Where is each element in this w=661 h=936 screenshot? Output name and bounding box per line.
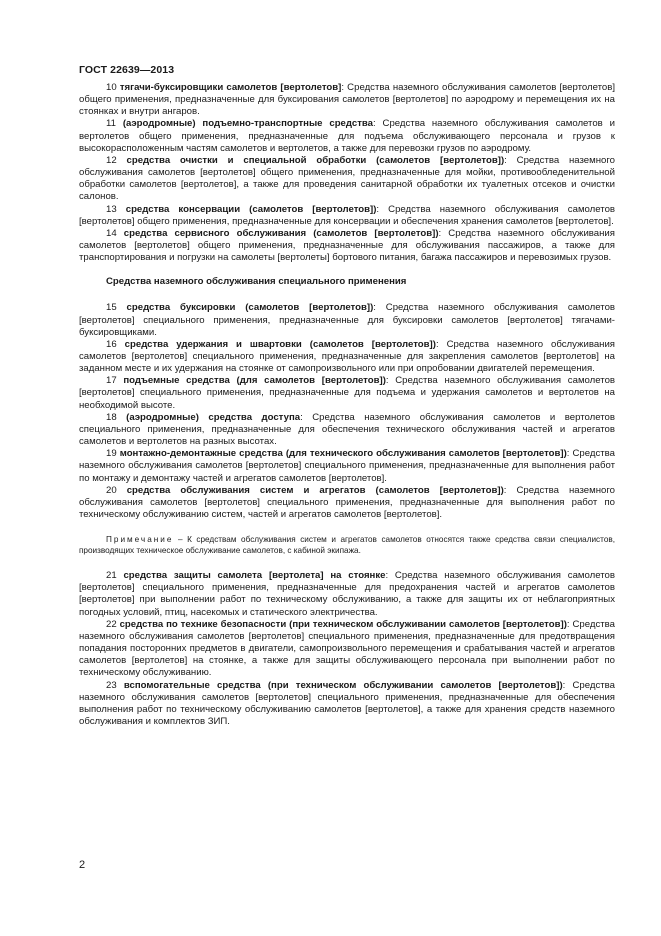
term-name: средства обслуживания систем и агрегатов (самолетов [вертолетов]) (126, 484, 504, 496)
term-entry (79, 339, 615, 375)
term-entry (79, 204, 615, 228)
term-definition: : Средства наземного обслуживания самолетов [вертолетов] специального применения, предназначенные для предотвращения попадания посторонних предметов в двигатели, самопроизвольного перемещения и срабатывания частей и агрегатов самолетов [вертолетов] на стоянке, а также для защиты обслуживающего персонала при выполнении работ по техническому обслуживанию. (79, 618, 615, 679)
term-number: 22 (106, 618, 117, 630)
term-definition: : Средства наземного обслуживания самолетов [вертолетов] общего применения, предназначенные для мойки, противообледенительной обработки самолетов [вертолетов], а также для проведения санитарной обработки их туалетных отсеков и очистки салонов. (79, 154, 615, 203)
term-definition: : Средства наземного обслуживания самолетов [вертолетов] специального применения, предназначенные для выполнения работ по техническому обслуживанию систем, частей и агрегатов самолетов [вертолетов]. (79, 484, 615, 520)
term-number: 11 (106, 118, 116, 130)
term-definition: : Средства наземного обслуживания самолетов и вертолетов общего применения, предназначенные для подъема обслуживающего персонала и грузов к высокорасположенным частям самолетов и вертолетов, а также для перевозки грузов по аэродрому. (79, 118, 615, 154)
term-entry (79, 412, 615, 448)
term-entry (79, 570, 615, 619)
term-definition: : Средства наземного обслуживания самолетов [вертолетов] специального применения, предназначенные для выполнения работ по монтажу и демонтажу частей и агрегатов самолетов [вертолетов]. (79, 448, 616, 484)
term-definition: : Средства наземного обслуживания самолетов [вертолетов] общего применения, предназначенные для буксирования самолетов [вертолетов] по аэродрому и перемещения их на стоянках и внутри ангаров. (79, 82, 615, 118)
term-number: 23 (106, 679, 117, 691)
term-definition: : Средства наземного обслуживания самолетов [вертолетов] специального применения, предназначенные для обеспечения выполнения работ по техническому обслуживанию самолетов [вертолетов], а также для хранения средств наземного обслуживания и комплектов ЗИП. (79, 679, 615, 728)
term-number: 17 (106, 375, 117, 387)
term-number: 19 (106, 448, 117, 460)
term-name: монтажно-демонтажные средства (для технического обслуживания самолетов [вертолетов]) (119, 448, 567, 460)
term-number: 12 (106, 154, 117, 166)
term-name: средства по технике безопасности (при техническом обслуживании самолетов [вертолетов]) (119, 618, 567, 630)
term-name: (аэродромные) подъемно-транспортные средства (122, 118, 373, 130)
term-number: 13 (106, 203, 117, 215)
term-definition: : Средства наземного обслуживания самолетов [вертолетов] специального применения, предназначенные для закрепления самолетов [вертолетов] на заданном месте и их удержания на стоянке от самопроизвольного или при опробовании двигателей перемещения. (79, 338, 616, 375)
term-definition: : Средства наземного обслуживания самолетов [вертолетов] специального применения, предназначенные для предохранения частей и агрегатов самолетов [вертолетов] при выполнении работ по техническому обслуживанию, а также для защиты их от неблагоприятных погодных условий, птиц, насекомых и статического электричества. (79, 570, 615, 618)
term-number: 18 (106, 411, 117, 423)
term-definition: : Средства наземного обслуживания самолетов [вертолетов] специального применения, предназначенные для подъема и удержания самолетов и вертолетов на необходимой высоте. (79, 375, 615, 411)
term-entry (79, 82, 615, 118)
page-number: 2 (79, 859, 86, 871)
term-entry (79, 680, 615, 729)
document-body (79, 82, 615, 728)
term-entry (79, 302, 615, 338)
term-name: средства консервации (самолетов [вертолетов]) (125, 203, 377, 215)
document-header: ГОСТ 22639—2013 (79, 64, 175, 76)
term-number: 21 (106, 570, 117, 582)
term-entry (79, 448, 615, 484)
terms-general (79, 82, 615, 264)
term-entry (79, 228, 615, 264)
term-definition: : Средства наземного обслуживания самолетов [вертолетов] специального применения, предназначенные для буксировки самолетов [вертолетов] тягачами-буксировщиками. (79, 302, 616, 338)
term-definition: : Средства наземного обслуживания самолетов [вертолетов] общего применения, предназначенные для обслуживания пассажиров, а также для транспортирования и погрузки на самолеты [вертолеты] бортового питания, багажа пассажиров и перевозимых грузов. (79, 227, 615, 264)
term-number: 14 (106, 227, 117, 239)
note-label: Примечание (106, 535, 174, 545)
term-name: средства защиты самолета [вертолета] на стоянке (123, 570, 386, 582)
term-name: (аэродромные) средства доступа (126, 411, 301, 423)
term-name: тягачи-буксировщики самолетов [вертолетов] (119, 82, 342, 93)
term-name: средства очистки и специальной обработки (самолетов [вертолетов]) (126, 154, 505, 166)
term-number: 20 (106, 484, 117, 496)
term-number: 16 (106, 338, 117, 350)
term-name: средства удержания и швартовки (самолетов [вертолетов]) (124, 338, 436, 350)
term-number: 10 (106, 82, 117, 93)
term-entry (79, 619, 615, 680)
terms-special (79, 302, 615, 521)
term-definition: : Средства наземного обслуживания самолетов и вертолетов специального применения, предназначенные для обеспечения технического обслуживания частей и агрегатов самолетов и вертолетов на разных высотах. (79, 411, 615, 448)
term-name: подъемные средства (для самолетов [вертолетов]) (123, 375, 386, 387)
note (79, 534, 615, 556)
term-name: вспомогательные средства (при техническом обслуживании самолетов [вертолетов]) (123, 679, 563, 691)
section-title: Средства наземного обслуживания специального применения (106, 276, 407, 288)
term-name: средства сервисного обслуживания (самолетов [вертолетов]) (123, 227, 439, 239)
terms-special-continued (79, 570, 615, 728)
term-entry (79, 375, 615, 411)
term-entry (79, 118, 615, 154)
note-text: – К средствам обслуживания систем и агрегатов самолетов относятся также средства связи специалистов, производящих техническое обслуживание самолетов, с кабиной экипажа. (79, 535, 615, 556)
term-number: 15 (106, 302, 117, 314)
term-name: средства буксировки (самолетов [вертолетов]) (126, 302, 374, 314)
term-entry (79, 485, 615, 521)
term-entry (79, 155, 615, 204)
term-definition: : Средства наземного обслуживания самолетов [вертолетов] общего применения, предназначенные для консервации и обеспечения хранения самолетов [вертолетов]. (79, 203, 615, 227)
